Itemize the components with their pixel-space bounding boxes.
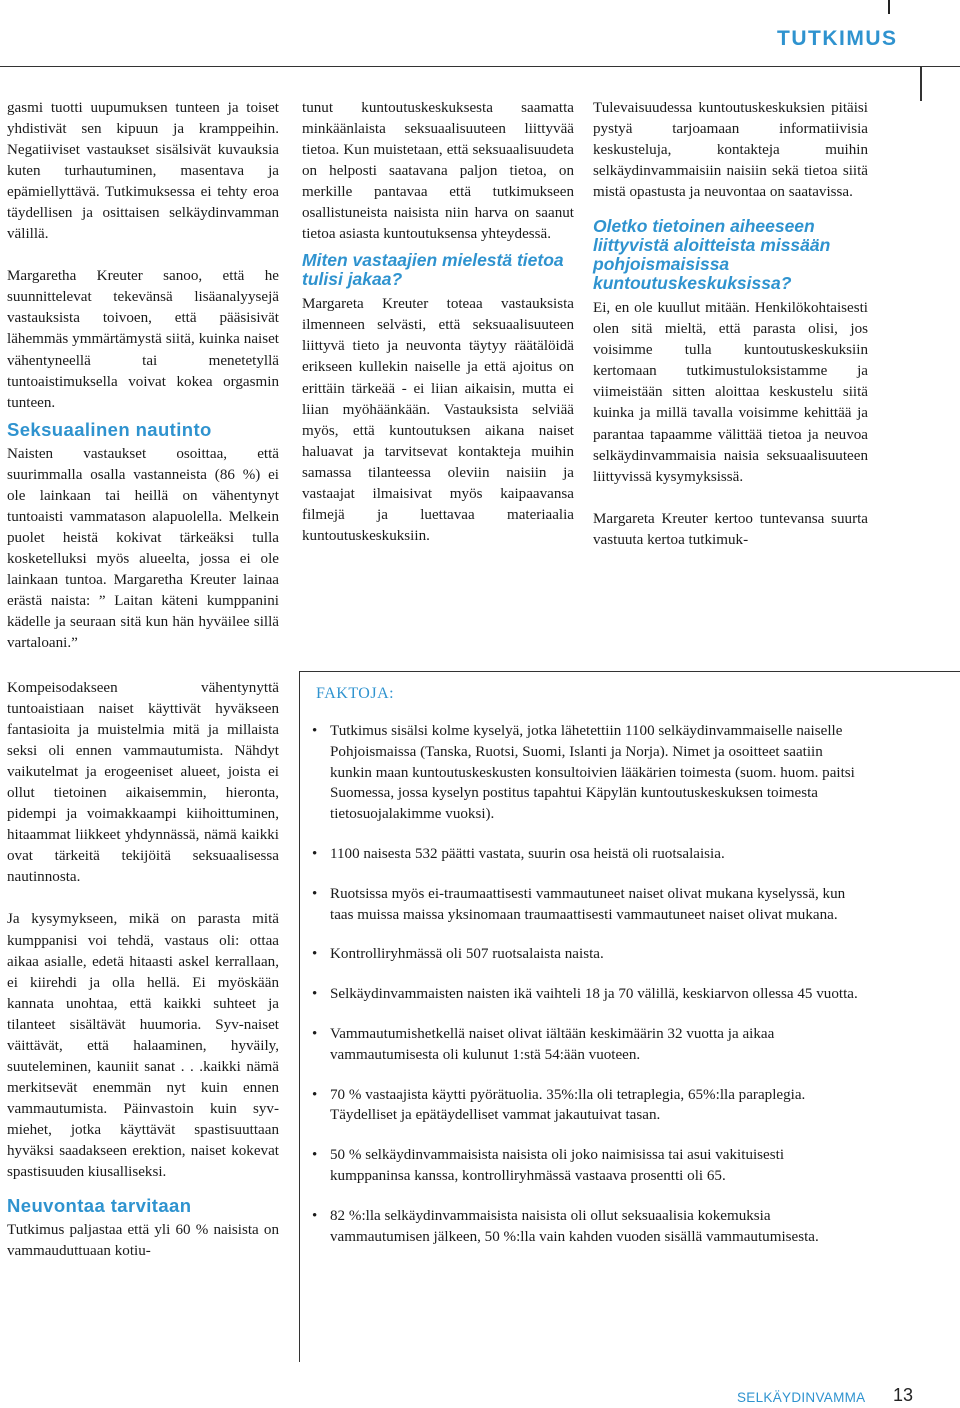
col1-paragraph-2: Margaretha Kreuter sanoo, että he suunnittelevat tekevänsä lisäanalyysejä vastauksista toivoen, että pääsisivät lähemmäs ymmärtämystä siitä, kuinka naiset vähentyneellä tai menetetyllä tuntoaistimuksella voivat kokea orgasmin tunteen. (7, 268, 279, 411)
column-1 (7, 98, 279, 654)
facts-item: • Kontrolliryhmässä oli 507 ruotsalaista naista. (312, 944, 860, 965)
facts-item: • 50 % selkäydinvammaisista naisista oli joko naimisissa tai asui vakituisesti kumppaninsa kanssa, kontrolliryhmässä vastaava prosentti oli 65. (312, 1145, 860, 1187)
facts-item: • 1100 naisesta 532 päätti vastata, suurin osa heistä oli ruotsalaisia. (312, 844, 860, 865)
col1-paragraph-6: Tutkimus paljastaa että yli 60 % naisista on vammauduttuaan kotiu- (7, 1222, 279, 1260)
page-number: 13 (893, 1385, 914, 1405)
facts-item: • 70 % vastaajista käytti pyörätuolia. 35%:lla oli tetraplegia, 65%:lla paraplegia. Täydelliset ja epätäydelliset vammat jakautuivat tasan. (312, 1085, 860, 1127)
facts-list (312, 721, 860, 1266)
facts-item: • Vammautumishetkellä naiset olivat iältään keskimäärin 32 vuotta ja aikaa vammautumisesta oli kulunut 1:stä 54:ään vuoteen. (312, 1024, 860, 1066)
facts-label: FAKTOJA: (316, 685, 395, 702)
question-heading-2: Oletko tietoinen aiheeseen liittyvistä aloitteista missään pohjoismaisissa kuntoutuskeskuksissa? (593, 216, 831, 294)
col2-paragraph-1: tunut kuntoutuskeskuksesta saamatta minkäänlaista seksuaalisuuteen liittyvää tietoa. Kun muistetaan, että seksuaalisuudeta on helposti saatavana paljon tietoa, on merkille pantavaa että tutkimukseen osallistuneista naisista niin harva on saanut tietoa asiasta kuntoutuksensa yhteydessä. (302, 100, 574, 243)
col1-paragraph-3: Naisten vastaukset osoittaa, että suurimmalla osalla vastanneista (86 %) ei ole lainkaan tai heillä on vähentynyt tuntoaisti vammatason alapuolella. Melkein puolet heistä kokivat tärkeäksi tulla kosketelluksi myös alueelta, jossa ei ole lainkaan tuntoa. Margaretha Kreuter lainaa erästä naista: ” Laitan käteni kumppanini kädelle ja seuraan sitä kun hän hyväilee sillä vartaloani.” (7, 445, 279, 652)
col3-paragraph-2: Ei, en ole kuullut mitään. Henkilökohtaisesti olen sitä mieltä, että parasta olisi, jos voisimme tulla kuntoutuskeskuksiin kertomaan tutkimustuloksistamme ja viimeistään sitten aloittaa keskustelu siitä kuinka ja millä tavalla voisimme kehittää ja parantaa tapaamme välittää tietoa ja neuvoa selkäydinvammaisia naisia seksuaalisuuteen liittyvissä kysymyksissä. (593, 300, 868, 485)
col1-paragraph-4: Kompeisodakseen vähentynyttä tuntoaistiaan naiset käyttivät hyväkseen fantasioita ja muistelmia mitä ja millaista seksi oli ennen vammautumista. Nähdyt vaikutelmat ja erogeeniset alueet, joista ei ollut tietoinen aikaisemmin, hieronta, pidempi ja voimakkaampi kiihoittuminen, hitaammat liikkeet yhdynnässä, nämä kaikki ovat tärkeitä tekijöitä seksuaalisessa nautinnosta. (7, 680, 279, 886)
facts-item: • Ruotsissa myös ei-traumaattisesti vammautuneet naiset olivat mukana kyselyssä, kun taas muissa maissa yksinomaan traumaattisesti vammautuneet naiset olivat mukana. (312, 884, 860, 926)
facts-item: • Tutkimus sisälsi kolme kyselyä, jotka lähetettiin 1100 selkäydinvammaiselle naiselle Pohjoismaissa (Tanska, Ruotsi, Suomi, Islanti ja Norja). Nimet ja osoitteet saatiin kunkin maan kuntoutuskeskusten konsultoivien lääkärien toimesta (suom. huom. paitsi Suomessa, jossa kyselyn postitus tapahtui Käpylän kuntoutuskeskuksen toimesta tietosuojalakimme vuoksi). (312, 721, 860, 825)
header-crop-tick (888, 0, 890, 14)
question-heading-1: Miten vastaajien mielestä tietoa tulisi jakaa? (302, 250, 564, 290)
section-title: TUTKIMUS (777, 27, 898, 50)
footer-publication: SELKÄYDINVAMMA (737, 1390, 866, 1405)
subheading-counselling-needed: Neuvontaa tarvitaan (7, 1195, 192, 1217)
column-2 (302, 98, 574, 547)
col1-paragraph-5: Ja kysymykseen, mikä on parasta mitä kumppanisi voi tehdä, vastaus oli: ottaa aikaa asialle, edetä hitaasti askel kerrallaan, ei kiirehdi ja olla hellä. Ei myöskään kannata unohtaa, että kaikki suhteet ja tilanteet sisältävät huumoria. Syv-naiset väittävät, että halaaminen, hyväily, suuteleminen, kauniit sanat . . .kaikki nämä merkitsevät enemmän nyt kuin ennen vammautumista. Päinvastoin kuin syv-miehet, jotka käyttävät spastisuuttaan hyväksi saadakseen erektion, naiset kokevat spastisuuden kiusalliseksi. (7, 911, 279, 1181)
column-3 (593, 98, 868, 551)
col3-paragraph-3: Margareta Kreuter kertoo tuntevansa suurta vastuuta kertoa tutkimuk- (593, 510, 868, 548)
column-1-lower (7, 678, 279, 1262)
facts-item: • 82 %:lla selkäydinvammaisista naisista oli ollut seksuaalisia kokemuksia vammautumisen jälkeen, 50 %:lla vain kahden vuoden sisällä vammautumisesta. (312, 1206, 860, 1248)
subheading-sexual-pleasure: Seksuaalinen nautinto (7, 418, 212, 440)
header-rule (0, 66, 960, 67)
col1-paragraph-1: gasmi tuotti uupumuksen tunteen ja toiset yhdistivät sen kipuun ja kramppeihin. Negatiiviset vastaukset sisälsivät kuvauksia kuten turhautuminen, masentava ja epämiellyttävä. Tutkimuksessa ei tehty eroa täydellisen ja osittaisen selkäydinvamman välillä. (7, 100, 279, 243)
facts-item: • Selkäydinvammaisten naisten ikä vaihteli 18 ja 70 välillä, keskiarvon ollessa 45 vuotta. (312, 984, 860, 1005)
col2-paragraph-2: Margareta Kreuter toteaa vastauksista ilmenneen selvästi, että seksuaalisuuteen liittyvä tieto ja neuvonta täytyy räätälöidä erikseen kullekin naiselle ja että ajoitus on erittäin tärkeää - ei liian aikaisin, mutta ei liian myöhäänkään. Vastauksista selviää myös, että kuntoutuksen aikana naiset haluavat ja tarvitsevat kontakteja muihin samassa tilanteessa oleviin naisiin ja vastaajat ilmaisivat myös kaipaavansa filmejä ja luettavaa materiaalia kuntoutuskeskuksiin. (302, 296, 574, 544)
col3-paragraph-1: Tulevaisuudessa kuntoutuskeskuksien pitäisi pystyä tarjoamaan informatiivisia keskusteluja, kontakteja muihin selkäydinvammaisiin naisiin sekä tietoa siitä mistä opastusta ja neuvontaa on saatavissa. (593, 100, 868, 201)
header-rule-tick (920, 67, 922, 101)
